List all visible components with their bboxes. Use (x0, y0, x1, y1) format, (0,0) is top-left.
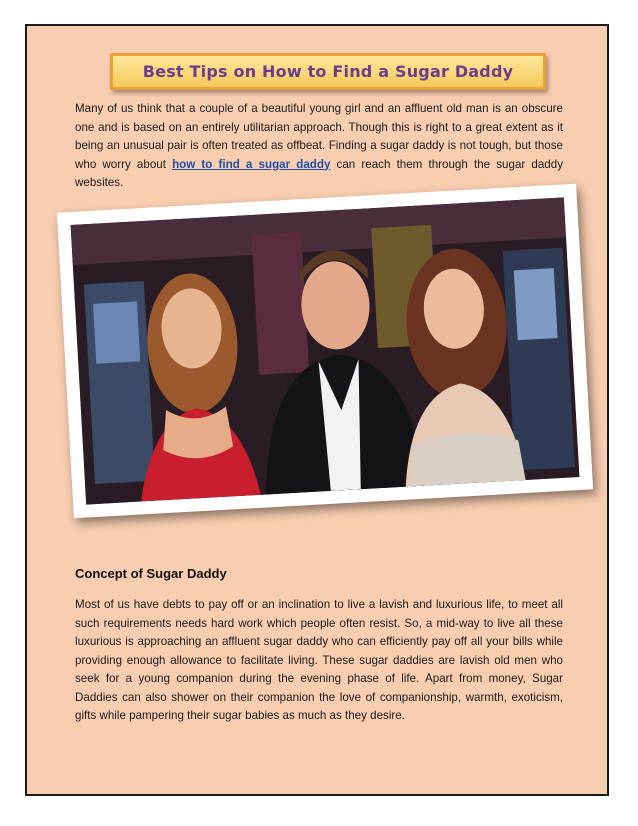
photo-frame (57, 184, 593, 519)
intro-text-end: can reach them through the sugar daddy websites. (75, 157, 563, 189)
intro-text-start: Many of us think that a couple of a beautiful young girl and an affluent old man is an obscure one and is based on an entirely utilitarian approach. Though this is right to a great extent as it being an unusual pair is often treated as offbeat. Finding a sugar daddy is not tough, but those who worry about (75, 102, 563, 171)
couple-photo (71, 197, 580, 504)
intro-paragraph (75, 100, 563, 193)
page-title: Best Tips on How to Find a Sugar Daddy (142, 62, 514, 81)
find-sugar-daddy-link[interactable]: how to find a sugar daddy (172, 157, 331, 171)
couple-photo-illustration (71, 197, 580, 504)
title-banner (110, 53, 546, 90)
section-paragraph: Most of us have debts to pay off or an inclination to live a lavish and luxurious life, to meet all such requirements needs hard work which people often resist. So, a mid-way to live all these luxurious is approaching an affluent sugar daddy who can efficiently pay off all your bills while providing enough allowance to facilitate living. These sugar daddies are lavish old men who seek for a young companion during the evening phase of life. Apart from money, Sugar Daddies can also shower on their companion the love of companionship, warmth, exoticism, gifts while pampering their sugar babies as much as they desire. (75, 598, 563, 722)
section-heading: Concept of Sugar Daddy (75, 566, 227, 581)
document-page (25, 24, 609, 796)
